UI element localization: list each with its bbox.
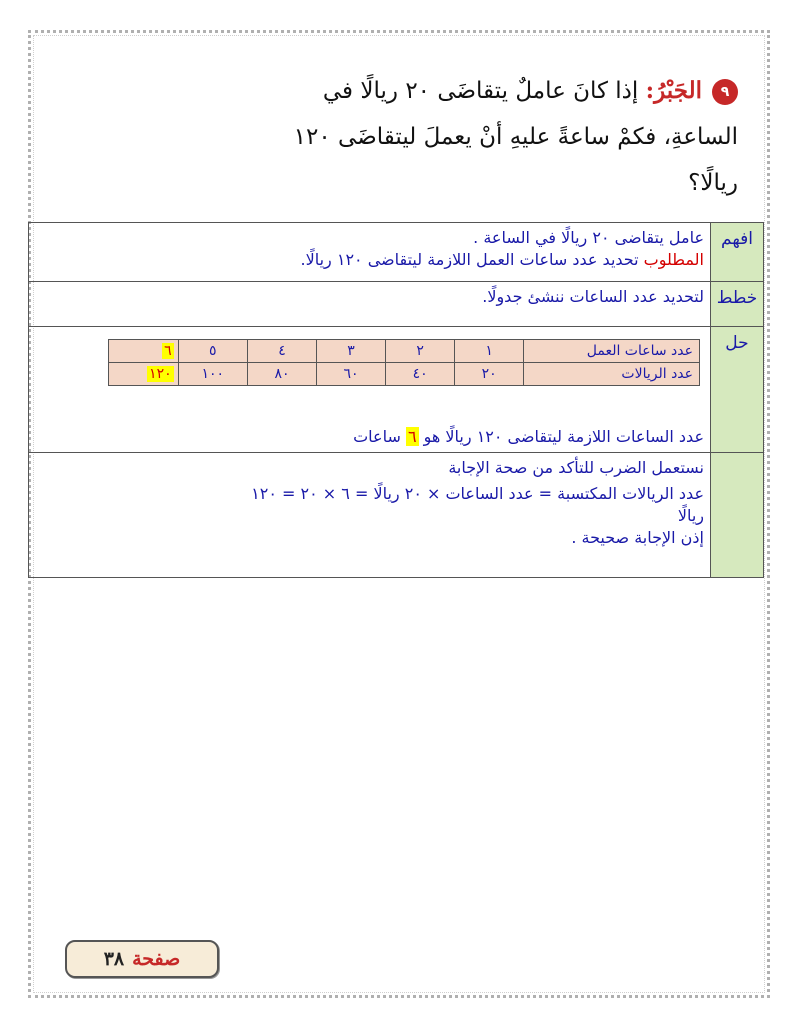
step-content-plan — [29, 282, 711, 327]
check-line-4: إذن الإجابة صحيحة . — [571, 528, 704, 547]
page-number-box — [65, 940, 219, 978]
problem-statement — [218, 68, 738, 206]
required-text: تحديد عدد ساعات العمل اللازمة ليتقاضى ١٢٠ ريالًا. — [300, 250, 639, 269]
answer-before: عدد الساعات اللازمة ليتقاضى ١٢٠ ريالًا هو — [423, 427, 704, 446]
problem-line-1 — [218, 68, 738, 114]
step-content-understand — [29, 223, 711, 282]
hours-cell: ٣ — [317, 340, 386, 363]
hours-cell: ٢ — [386, 340, 455, 363]
answer-value: ٦ — [407, 427, 417, 446]
problem-text-3: ريالًا؟ — [688, 170, 738, 196]
check-line-2: عدد الريالات المكتسبة = عدد الساعات × ٢٠ ريالًا = ٦ × ٢٠ = ١٢٠ — [251, 484, 704, 503]
problem-number-badge: ٩ — [712, 79, 738, 105]
riyals-cell: ٨٠ — [247, 363, 316, 386]
riyals-row-head: عدد الريالات — [524, 363, 700, 386]
hours-cell: ٥ — [178, 340, 247, 363]
problem-topic: الجَبْرُ: — [645, 77, 702, 104]
step-row-solve — [29, 327, 764, 453]
riyals-cell-highlight — [109, 363, 179, 386]
riyals-cell: ٦٠ — [317, 363, 386, 386]
step-row-check — [29, 453, 764, 578]
plan-line-1: لتحديد عدد الساعات ننشئ جدولًا. — [482, 287, 704, 306]
riyals-highlight: ١٢٠ — [149, 366, 172, 382]
step-content-check — [29, 453, 711, 578]
problem-text-1: إذا كانَ عاملٌ يتقاضَى ٢٠ ريالًا في — [322, 78, 639, 104]
riyals-cell: ٤٠ — [386, 363, 455, 386]
answer-after: ساعات — [353, 427, 401, 446]
step-content-solve — [29, 327, 711, 453]
step-row-plan — [29, 282, 764, 327]
required-word: المطلوب — [643, 250, 704, 269]
hours-highlight: ٦ — [164, 343, 172, 359]
solve-answer — [35, 426, 704, 448]
step-label-plan: خطط — [711, 282, 764, 327]
riyals-row — [109, 363, 700, 386]
page-number: ٣٨ — [103, 948, 125, 970]
hours-cell: ٤ — [247, 340, 316, 363]
page-word: صفحة — [132, 948, 181, 970]
understand-line-1: عامل يتقاضى ٢٠ ريالًا في الساعة . — [473, 228, 704, 247]
step-row-understand — [29, 223, 764, 282]
riyals-cell: ٢٠ — [455, 363, 524, 386]
hours-row-head: عدد ساعات العمل — [524, 340, 700, 363]
check-line-3: ريالًا — [677, 506, 704, 525]
understand-line-2 — [35, 249, 704, 271]
hours-cell-highlight — [109, 340, 179, 363]
hours-cell: ١ — [455, 340, 524, 363]
check-line-1: نستعمل الضرب للتأكد من صحة الإجابة — [448, 458, 704, 477]
problem-text-2: الساعةِ، فكمْ ساعةً عليهِ أنْ يعملَ ليتقاضَى ١٢٠ — [293, 124, 738, 150]
step-label-check — [711, 453, 764, 578]
step-label-solve: حل — [711, 327, 764, 453]
hours-row — [109, 340, 700, 363]
solution-steps-table — [28, 222, 764, 578]
step-label-understand: افهم — [711, 223, 764, 282]
hours-riyals-table — [108, 339, 700, 386]
riyals-cell: ١٠٠ — [178, 363, 247, 386]
